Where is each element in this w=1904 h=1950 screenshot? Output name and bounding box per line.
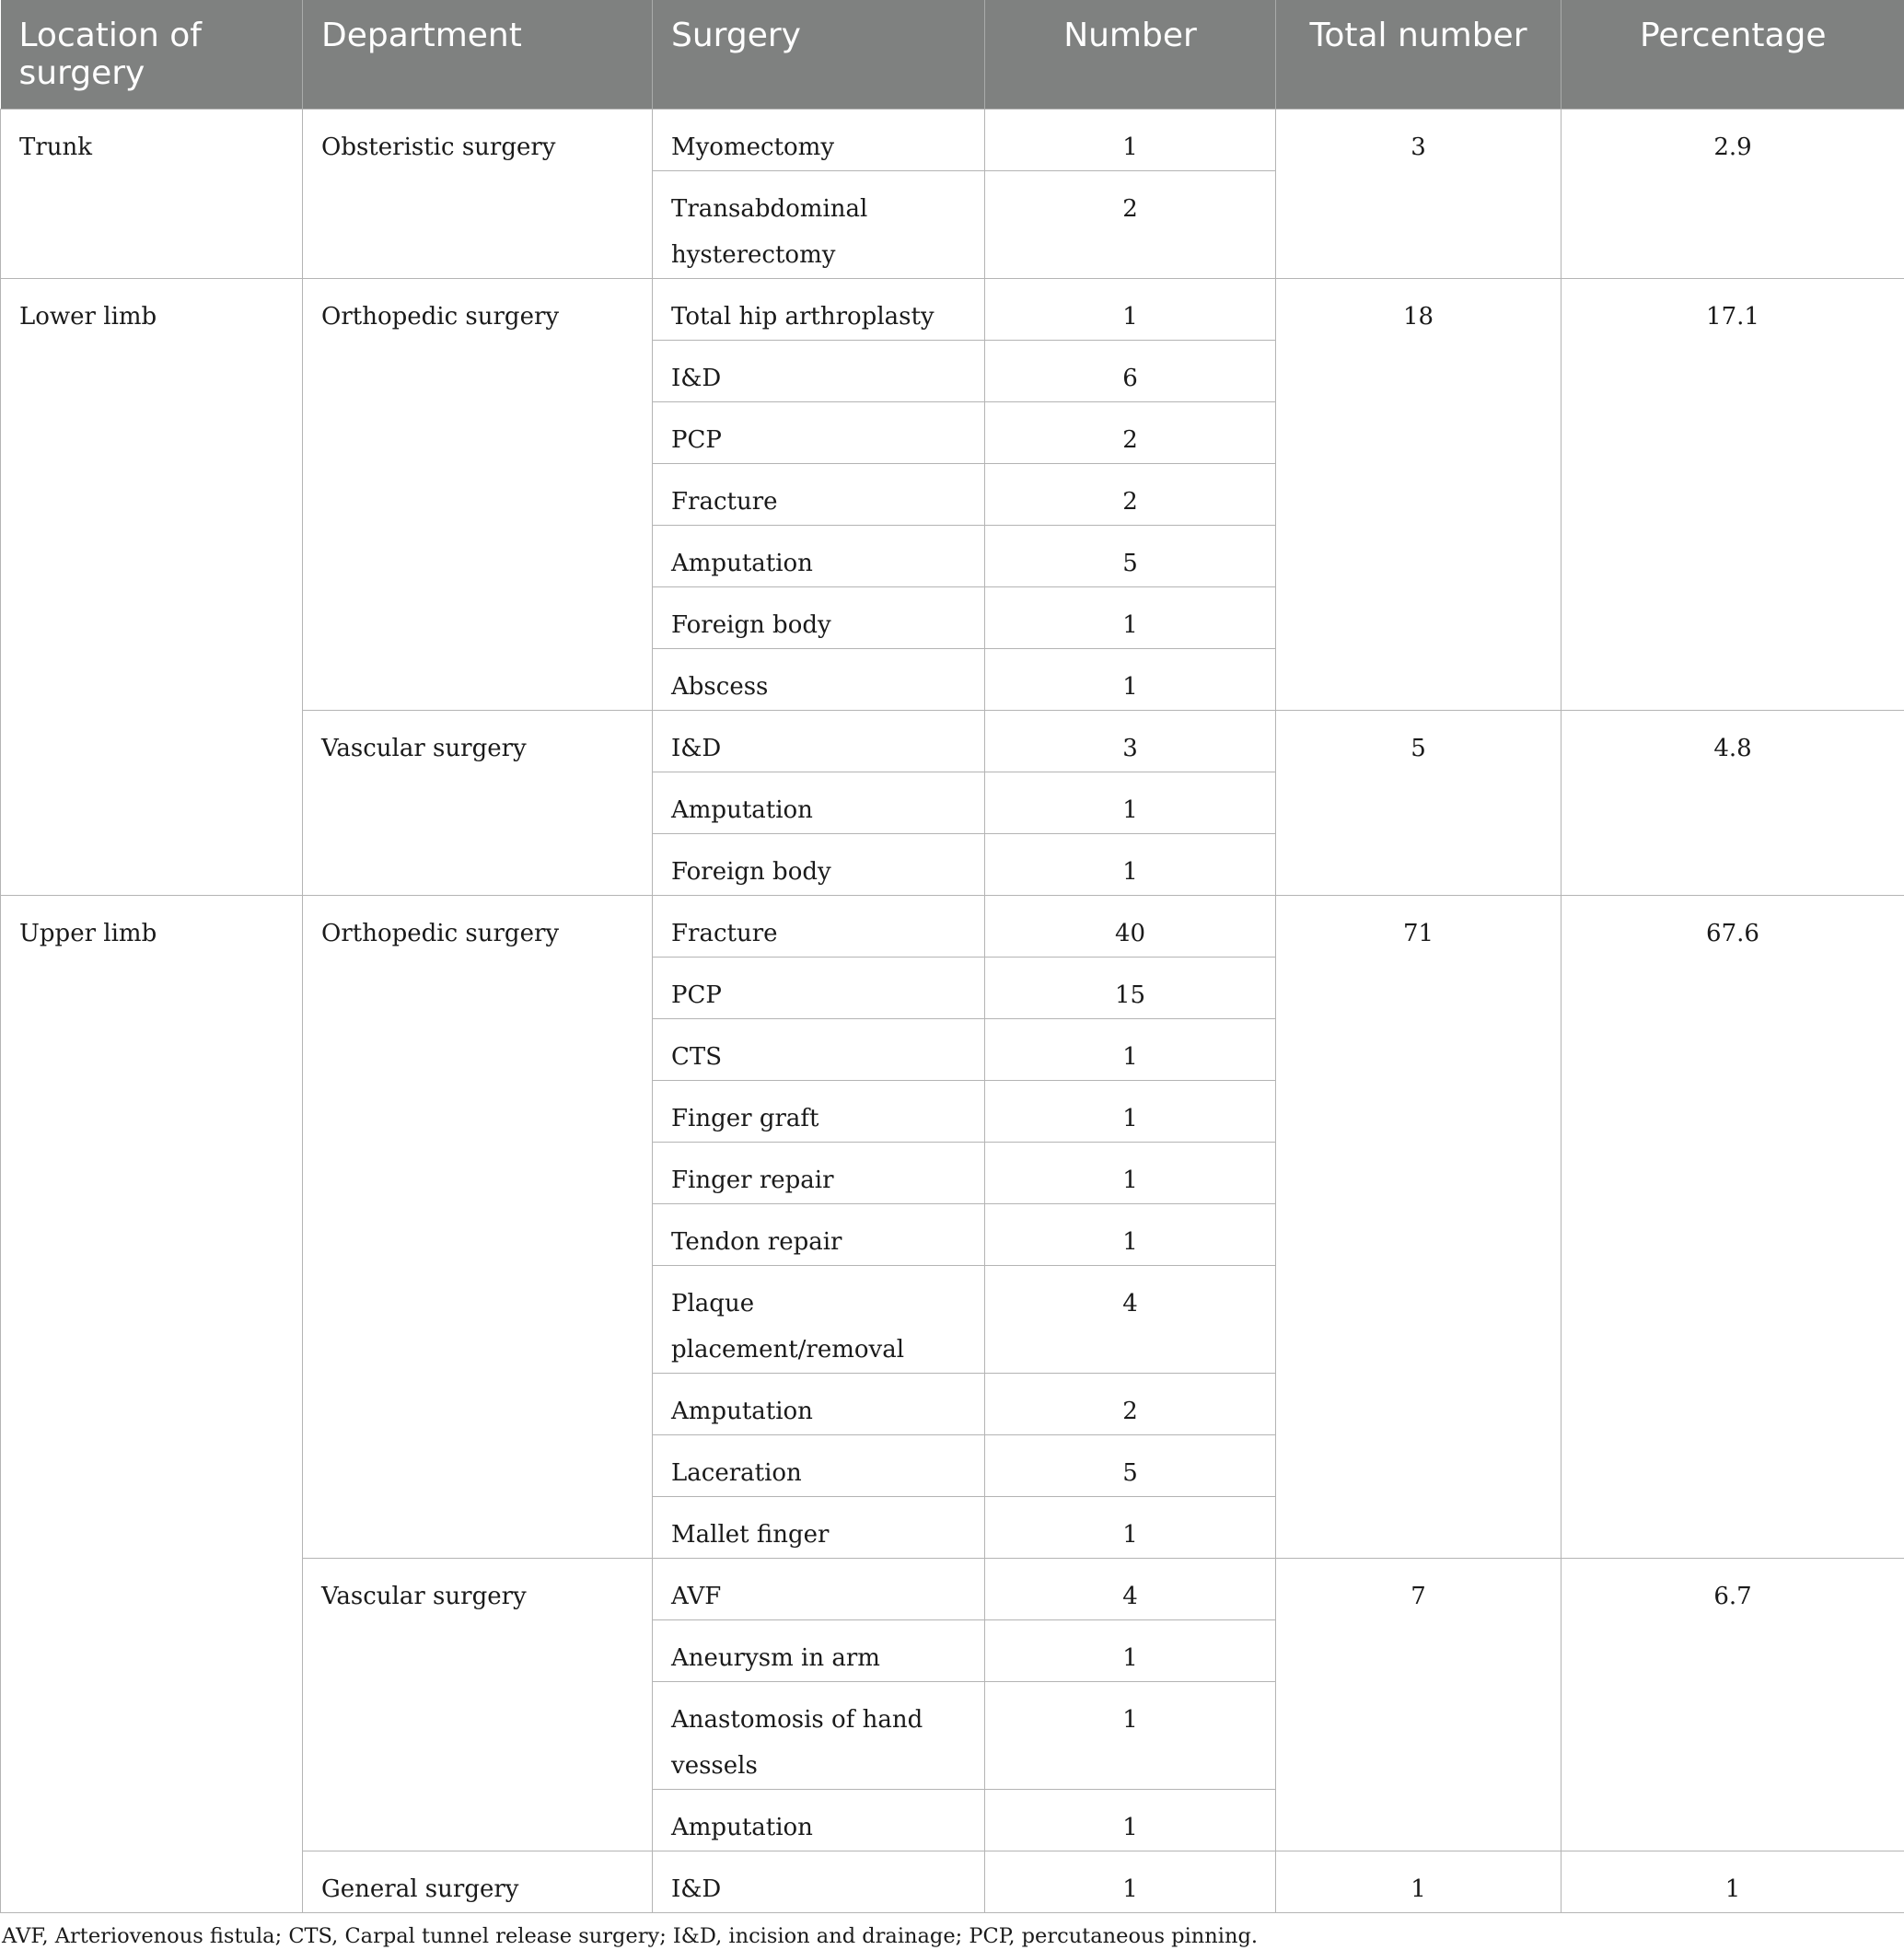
- total-number-cell: 18: [1276, 278, 1562, 710]
- number-cell: 1: [985, 833, 1276, 895]
- number-cell: 1: [985, 1789, 1276, 1851]
- number-cell: 1: [985, 1681, 1276, 1789]
- header-row: [1, 0, 1904, 109]
- number-cell: 1: [985, 1142, 1276, 1203]
- number-cell: 3: [985, 710, 1276, 772]
- header-department: Department: [303, 0, 653, 109]
- number-cell: 1: [985, 1203, 1276, 1265]
- surgery-cell: Finger graft: [653, 1080, 985, 1142]
- number-cell: 4: [985, 1265, 1276, 1373]
- percentage-cell: 4.8: [1562, 710, 1904, 895]
- surgery-cell: Amputation: [653, 525, 985, 586]
- number-cell: 1: [985, 278, 1276, 340]
- surgery-cell: Finger repair: [653, 1142, 985, 1203]
- header-surgery: Surgery: [653, 0, 985, 109]
- number-cell: 2: [985, 463, 1276, 525]
- department-cell: Orthopedic surgery: [303, 278, 653, 710]
- surgery-cell: Foreign body: [653, 586, 985, 648]
- total-number-cell: 3: [1276, 109, 1562, 278]
- surgery-cell: Foreign body: [653, 833, 985, 895]
- number-cell: 5: [985, 525, 1276, 586]
- number-cell: 1: [985, 1619, 1276, 1681]
- number-cell: 1: [985, 1080, 1276, 1142]
- number-cell: 1: [985, 1496, 1276, 1558]
- number-cell: 15: [985, 957, 1276, 1018]
- surgery-cell: PCP: [653, 401, 985, 463]
- number-cell: 1: [985, 1851, 1276, 1912]
- total-number-cell: 5: [1276, 710, 1562, 895]
- number-cell: 1: [985, 109, 1276, 170]
- percentage-cell: 17.1: [1562, 278, 1904, 710]
- surgery-cell: Anastomosis of hand vessels: [653, 1681, 985, 1789]
- surgery-cell: Aneurysm in arm: [653, 1619, 985, 1681]
- table-footnote: AVF, Arteriovenous fistula; CTS, Carpal tunnel release surgery; I&D, incision and drainage; PCP, percutaneous pinning.: [2, 1922, 1904, 1950]
- table-row: [1, 278, 1904, 340]
- department-cell: Orthopedic surgery: [303, 895, 653, 1558]
- surgery-cell: Amputation: [653, 772, 985, 833]
- surgery-cell: Tendon repair: [653, 1203, 985, 1265]
- header-number: Number: [985, 0, 1276, 109]
- surgery-cell: Plaque placement/removal: [653, 1265, 985, 1373]
- department-cell: Vascular surgery: [303, 710, 653, 895]
- surgery-cell: I&D: [653, 710, 985, 772]
- surgery-cell: Fracture: [653, 463, 985, 525]
- number-cell: 1: [985, 772, 1276, 833]
- percentage-cell: 2.9: [1562, 109, 1904, 278]
- surgery-cell: Laceration: [653, 1434, 985, 1496]
- department-cell: Vascular surgery: [303, 1558, 653, 1851]
- surgery-cell: Mallet finger: [653, 1496, 985, 1558]
- table-row: [1, 895, 1904, 957]
- table-header: [1, 0, 1904, 109]
- number-cell: 4: [985, 1558, 1276, 1619]
- header-location: Location of surgery: [1, 0, 303, 109]
- number-cell: 1: [985, 1018, 1276, 1080]
- table-row: [1, 109, 1904, 170]
- surgery-cell: I&D: [653, 340, 985, 401]
- department-cell: General surgery: [303, 1851, 653, 1912]
- surgery-cell: CTS: [653, 1018, 985, 1080]
- total-number-cell: 1: [1276, 1851, 1562, 1912]
- surgery-cell: Amputation: [653, 1789, 985, 1851]
- number-cell: 2: [985, 170, 1276, 278]
- surgery-cell: Total hip arthroplasty: [653, 278, 985, 340]
- number-cell: 2: [985, 1373, 1276, 1434]
- surgery-cell: I&D: [653, 1851, 985, 1912]
- surgery-cell: AVF: [653, 1558, 985, 1619]
- total-number-cell: 71: [1276, 895, 1562, 1558]
- number-cell: 2: [985, 401, 1276, 463]
- header-percentage: Percentage: [1562, 0, 1904, 109]
- percentage-cell: 67.6: [1562, 895, 1904, 1558]
- percentage-cell: 6.7: [1562, 1558, 1904, 1851]
- number-cell: 6: [985, 340, 1276, 401]
- surgery-cell: Myomectomy: [653, 109, 985, 170]
- department-cell: Obsteristic surgery: [303, 109, 653, 278]
- number-cell: 5: [985, 1434, 1276, 1496]
- location-cell: Trunk: [1, 109, 303, 278]
- number-cell: 40: [985, 895, 1276, 957]
- table-body: [1, 109, 1904, 1912]
- number-cell: 1: [985, 648, 1276, 710]
- header-total-number: Total number: [1276, 0, 1562, 109]
- location-cell: Lower limb: [1, 278, 303, 895]
- surgery-cell: Fracture: [653, 895, 985, 957]
- surgery-cell: Abscess: [653, 648, 985, 710]
- surgery-cell: Amputation: [653, 1373, 985, 1434]
- total-number-cell: 7: [1276, 1558, 1562, 1851]
- surgery-cell: PCP: [653, 957, 985, 1018]
- number-cell: 1: [985, 586, 1276, 648]
- location-cell: Upper limb: [1, 895, 303, 1912]
- surgery-cell: Transabdominal hysterectomy: [653, 170, 985, 278]
- percentage-cell: 1: [1562, 1851, 1904, 1912]
